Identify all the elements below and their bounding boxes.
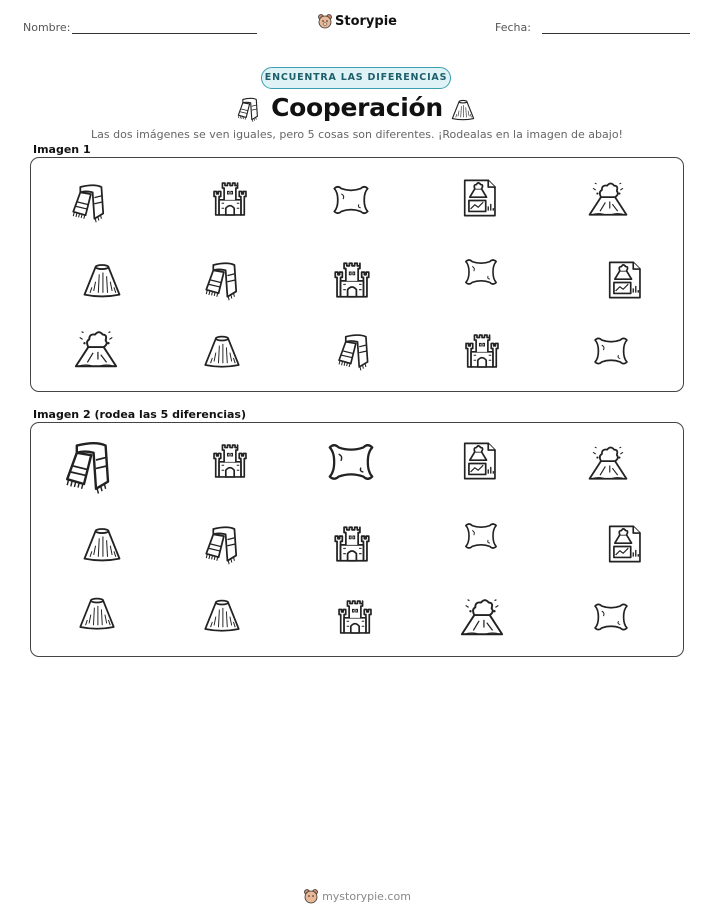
storypie-logo bbox=[0, 13, 714, 29]
date-label: Fecha: bbox=[495, 21, 531, 34]
volcano-report-icon[interactable] bbox=[458, 437, 500, 485]
volcano-report-icon bbox=[458, 174, 500, 222]
pillow-icon bbox=[588, 330, 634, 372]
castle-icon bbox=[460, 330, 504, 372]
page-title: Cooperación bbox=[271, 93, 443, 122]
scarf-icon[interactable] bbox=[56, 436, 124, 496]
scarf-icon bbox=[332, 330, 378, 372]
volcano-icon[interactable] bbox=[198, 592, 246, 636]
date-line[interactable] bbox=[542, 33, 690, 34]
pillow-icon[interactable] bbox=[588, 596, 634, 638]
castle-icon[interactable] bbox=[332, 596, 378, 638]
scarf-icon bbox=[200, 258, 246, 302]
activity-badge: ENCUENTRA LAS DIFERENCIAS bbox=[261, 67, 451, 89]
bear-logo-icon bbox=[317, 13, 333, 29]
castle-icon bbox=[208, 178, 252, 220]
pillow-icon[interactable] bbox=[458, 516, 504, 556]
volcano-icon bbox=[78, 256, 126, 302]
image1-label: Imagen 1 bbox=[33, 143, 91, 156]
erupting-volcano-icon[interactable] bbox=[586, 437, 630, 487]
footer-url: mystorypie.com bbox=[322, 890, 411, 903]
instructions: Las dos imágenes se ven iguales, pero 5 cosas son diferentes. ¡Rodealas en la imagen de abajo! bbox=[91, 128, 623, 141]
pillow-icon bbox=[458, 252, 504, 292]
name-label: Nombre: bbox=[23, 21, 71, 34]
castle-icon bbox=[330, 258, 374, 302]
scarf-icon bbox=[68, 180, 112, 224]
castle-icon[interactable] bbox=[208, 440, 252, 482]
pillow-icon[interactable] bbox=[318, 434, 384, 490]
name-line[interactable] bbox=[72, 33, 257, 34]
title-volcano-icon bbox=[449, 95, 477, 119]
bear-logo-icon bbox=[303, 888, 319, 904]
footer bbox=[0, 888, 714, 904]
volcano-icon[interactable] bbox=[78, 520, 126, 566]
scarf-icon[interactable] bbox=[200, 522, 246, 566]
volcano-report-icon[interactable] bbox=[603, 520, 645, 568]
volcano-report-icon bbox=[603, 256, 645, 304]
erupting-volcano-icon bbox=[586, 174, 630, 222]
logo-text: Storypie bbox=[335, 14, 397, 29]
pillow-icon bbox=[328, 178, 374, 222]
image2-label: Imagen 2 (rodea las 5 diferencias) bbox=[33, 408, 247, 421]
volcano-icon[interactable] bbox=[72, 590, 122, 634]
volcano-icon bbox=[198, 328, 246, 372]
erupting-volcano-icon[interactable] bbox=[458, 592, 506, 640]
castle-icon[interactable] bbox=[330, 522, 374, 566]
erupting-volcano-icon bbox=[72, 324, 120, 372]
